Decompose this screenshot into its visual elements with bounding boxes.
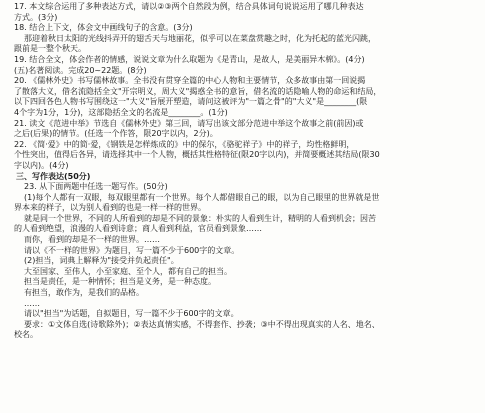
text-line: 要求：①文体自选(诗歌除外)；②表达真情实感，不得套作、抄袭；③中不得出现真实的人名、地名、 [24, 319, 380, 329]
text-line: 方式。(3分) [14, 12, 58, 22]
text-line: 21. 读文《范进中举》节选自《儒林外史》第三回，请写出该文部分范进中举这个故事之前(前因)或 [14, 118, 364, 128]
text-line: …… [24, 298, 40, 308]
text-line: 19. 结合全文，体会作者的情感，说说文章为什么取题为《是青山，是故人，是美丽异木棉》。(4分) [14, 54, 365, 64]
text-line: 校名。 [14, 330, 38, 340]
text-line: 担当是责任，是一种情怀；担当是义务，是一种态度。 [24, 277, 216, 287]
text-line: 17. 本文综合运用了多种表达方式，请以②③两个自然段为例，结合具体词句说说运用了哪几种表达 [14, 2, 364, 11]
text-line: 22. 《简·爱》中的简·爱，《钢铁是怎样炼成的》中的保尔，《骆驼祥子》中的祥子，均性格鲜明， [14, 139, 355, 149]
text-line: 之后(后果)的情节。(任选一个作答，限20字以内，2分)。 [14, 129, 218, 139]
document-body [14, 2, 479, 341]
text-line: 请以"担当"为话题，自拟题目，写一篇不少于600字的文章。 [24, 309, 239, 319]
text-line: 那迎着秋日太阳的光线抖弄开的翅舌天与地丽花，似乎可以在菜盘赏趣之时，化为托起的蓝光闪跳， [24, 33, 376, 43]
text-line: 18. 结合上下文，体会文中画线句子的含意。(3分) [14, 23, 193, 33]
text-line: (1)每个人都有一双眼，每双眼里都有一个世界。每个人都借眼自己的眼，以为自己眼里的世界就是世 [24, 192, 380, 202]
text-line: 了散落大义，借名流隐括全文"开宗明义，周大义"揭惑全书的意旨，借名流的话隐喻人物的命运和结局， [14, 86, 382, 96]
text-line: 界本来的样子，以为别人看到的也是一样一样的世界。 [14, 203, 206, 213]
text-line: 23. 从下面两题中任选一题写作。(50分) [24, 182, 168, 192]
text-line: 而你，看到的却是不一样的世界。…… [24, 235, 160, 245]
text-line: 个性突出，值得后各异，请选择其中一个人物，概括其性格特征(限20字以内)，并简要概述其结局(限30 [14, 150, 380, 160]
text-line: (2)担当，词典上解释为"接受并负起责任"。 [24, 256, 179, 266]
text-line: 三、写作表达(50分) [16, 171, 91, 181]
text-line: 的人看到绝望，浪漫的人看到诗意；商人看到利益，官员看到景象…… [14, 224, 262, 234]
text-line: 请以《不一样的世界》为题目，写一篇不少于600字的文章。 [24, 245, 240, 255]
text-line: 以下四回各色人物书写围绕这一"大义"旨展开塑造，请问这被评为"一篇之骨"的"大义"是________(限 [14, 97, 368, 107]
text-line: 字以内)。(4分) [14, 160, 69, 170]
text-line: 有担当，敢作为，是我们的品格。 [24, 288, 144, 298]
text-line: (五)名著阅读。完成20~22题。(8分) [14, 65, 147, 75]
text-line: 20. 《儒林外史》书写儒林故事。全书没有贯穿全篇的中心人物和主要情节，众多故事由第一回说揭 [14, 76, 366, 86]
text-line: 4个字为1分，1分)，这部隐括全文的名流是________。(1分) [14, 107, 228, 117]
text-line: 就是同一个世界，不同的人所看到的却是不同的景象：朴实的人看到生计，精明的人看到机会；因苦 [24, 213, 376, 223]
text-line: 跟前是一整个秋天。 [14, 44, 86, 54]
text-line: 大至国家、至伟人，小至家庭、至个人，都有自己的担当。 [24, 266, 232, 276]
